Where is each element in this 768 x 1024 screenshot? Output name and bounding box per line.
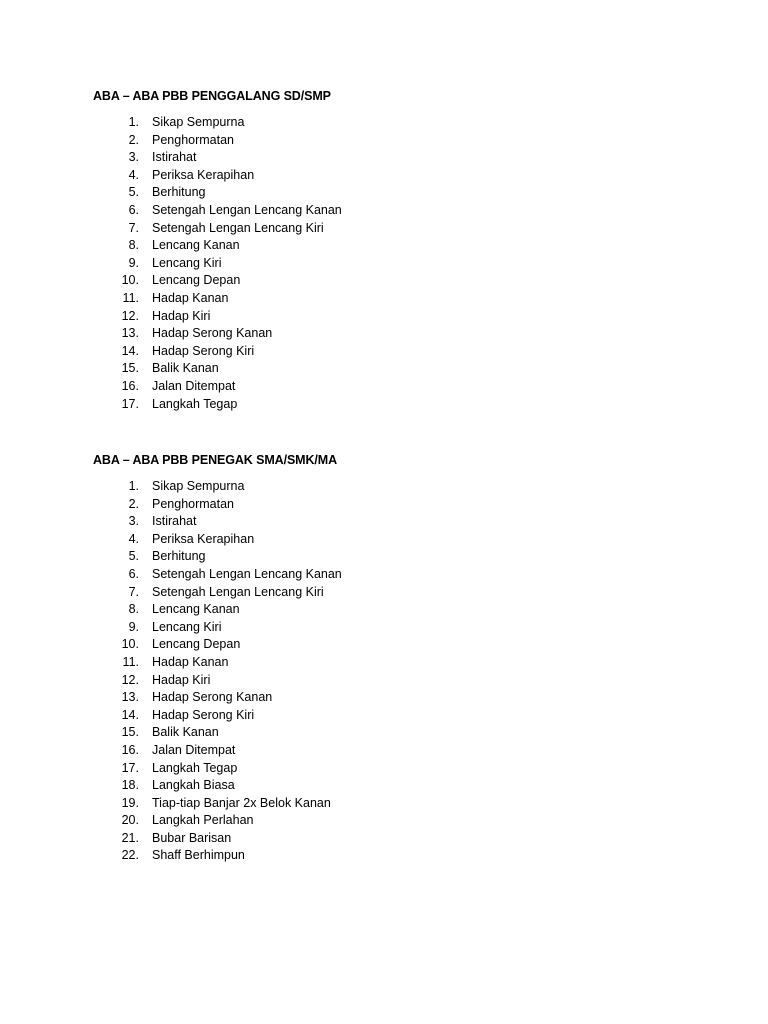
list-item-number: 5.: [128, 185, 139, 200]
list-item: [93, 830, 342, 848]
list-item-number: 3.: [128, 150, 139, 165]
list-item-number: 6.: [128, 202, 139, 217]
list-item: [93, 378, 342, 396]
list-item: [93, 343, 342, 361]
list-item-number: 11.: [122, 290, 139, 305]
list-item: [93, 795, 342, 813]
list-item-label: Setengah Lengan Lencang Kanan: [152, 566, 342, 581]
list-item: [93, 584, 342, 602]
list-item: [93, 742, 342, 760]
list-item-label: Berhitung: [152, 549, 206, 564]
list-item-label: Balik Kanan: [152, 361, 219, 376]
list-item-number: 16.: [121, 742, 139, 757]
list-item: [93, 847, 342, 865]
list-item-label: Penghormatan: [152, 132, 235, 147]
list-item: [93, 760, 342, 778]
section-penggalang: [93, 88, 342, 413]
list-item: [93, 167, 342, 185]
list-item: [93, 114, 342, 132]
list-item-label: Lencang Kiri: [152, 255, 222, 270]
list-item-number: 4.: [128, 167, 139, 182]
list-item-label: Hadap Kiri: [152, 308, 211, 323]
list-item: [93, 237, 342, 255]
list-item-number: 15.: [121, 725, 139, 740]
list-item-number: 12.: [121, 308, 139, 323]
list-item-label: Langkah Tegap: [152, 396, 238, 411]
list-item: [93, 812, 342, 830]
list-item-label: Penghormatan: [152, 496, 235, 511]
list-item-number: 5.: [128, 549, 139, 564]
list-item-label: Shaff Berhimpun: [152, 848, 245, 863]
list-item-label: Bubar Barisan: [152, 830, 232, 845]
list-item-label: Lencang Depan: [152, 637, 241, 652]
list-item-number: 4.: [128, 531, 139, 546]
list-item-label: Balik Kanan: [152, 725, 219, 740]
list-item: [93, 220, 342, 238]
list-item-number: 9.: [128, 255, 139, 270]
numbered-list: [93, 478, 342, 865]
list-item: [93, 566, 342, 584]
list-item-label: Hadap Kiri: [152, 672, 211, 687]
list-item-number: 7.: [128, 220, 139, 235]
list-item-label: Langkah Tegap: [152, 760, 238, 775]
list-item: [93, 396, 342, 414]
list-item-number: 10.: [121, 273, 139, 288]
list-item-number: 1.: [128, 115, 139, 129]
list-item: [93, 184, 342, 202]
section-heading: ABA – ABA PBB PENEGAK SMA/SMK/MA: [93, 453, 338, 467]
list-item: [93, 601, 342, 619]
list-item-number: 2.: [128, 132, 139, 147]
list-item-number: 13.: [121, 690, 139, 705]
list-item: [93, 325, 342, 343]
list-item-label: Lencang Kanan: [152, 238, 240, 253]
list-item-number: 2.: [128, 496, 139, 511]
list-item-number: 21.: [121, 830, 139, 845]
list-item-number: 14.: [121, 707, 139, 722]
list-item-label: Istirahat: [152, 514, 197, 529]
list-item-number: 18.: [121, 778, 139, 793]
list-item-number: 16.: [121, 378, 139, 393]
list-item-number: 1.: [128, 479, 139, 493]
list-item-label: Setengah Lengan Lencang Kiri: [152, 220, 324, 235]
list-item-label: Sikap Sempurna: [152, 115, 245, 129]
list-item: [93, 308, 342, 326]
list-item: [93, 672, 342, 690]
list-item-label: Jalan Ditempat: [152, 742, 236, 757]
list-item: [93, 272, 342, 290]
list-item-number: 8.: [128, 602, 139, 617]
list-item-number: 14.: [121, 343, 139, 358]
list-item-number: 7.: [128, 584, 139, 599]
list-item-label: Langkah Perlahan: [152, 813, 254, 828]
list-item-label: Setengah Lengan Lencang Kanan: [152, 202, 342, 217]
list-item-label: Hadap Kanan: [152, 654, 229, 669]
list-item-number: 3.: [128, 514, 139, 529]
list-item: [93, 290, 342, 308]
list-item-number: 10.: [121, 637, 139, 652]
list-item: [93, 531, 342, 549]
list-item-label: Jalan Ditempat: [152, 378, 236, 393]
list-item-number: 17.: [121, 760, 139, 775]
list-item: [93, 360, 342, 378]
list-item-label: Istirahat: [152, 150, 197, 165]
list-item-number: 8.: [128, 238, 139, 253]
list-item-number: 20.: [121, 813, 139, 828]
list-item-number: 17.: [121, 396, 139, 411]
list-item: [93, 132, 342, 150]
list-item-label: Setengah Lengan Lencang Kiri: [152, 584, 324, 599]
list-item-number: 11.: [122, 654, 139, 669]
list-item-label: Lencang Kanan: [152, 602, 240, 617]
list-item-number: 9.: [128, 619, 139, 634]
list-item-label: Hadap Serong Kiri: [152, 707, 255, 722]
list-item-label: Sikap Sempurna: [152, 479, 245, 493]
list-item: [93, 724, 342, 742]
list-item-label: Berhitung: [152, 185, 206, 200]
list-item: [93, 707, 342, 725]
list-item-label: Hadap Kanan: [152, 290, 229, 305]
list-item: [93, 478, 342, 496]
list-item-number: 12.: [121, 672, 139, 687]
list-item-label: Periksa Kerapihan: [152, 167, 255, 182]
list-item: [93, 149, 342, 167]
list-item-number: 15.: [121, 361, 139, 376]
list-item-number: 13.: [121, 326, 139, 341]
list-item: [93, 496, 342, 514]
section-heading: ABA – ABA PBB PENGGALANG SD/SMP: [93, 89, 331, 103]
list-item: [93, 619, 342, 637]
list-item-label: Periksa Kerapihan: [152, 531, 255, 546]
list-item: [93, 255, 342, 273]
list-item-label: Hadap Serong Kiri: [152, 343, 255, 358]
list-item: [93, 689, 342, 707]
list-item-label: Hadap Serong Kanan: [152, 690, 273, 705]
list-item: [93, 636, 342, 654]
list-item: [93, 777, 342, 795]
list-item-label: Tiap-tiap Banjar 2x Belok Kanan: [152, 795, 331, 810]
list-item: [93, 654, 342, 672]
list-item: [93, 513, 342, 531]
list-item-number: 19.: [121, 795, 139, 810]
list-item-number: 22.: [121, 848, 139, 863]
list-item-label: Lencang Kiri: [152, 619, 222, 634]
list-item: [93, 548, 342, 566]
list-item-label: Langkah Biasa: [152, 778, 235, 793]
list-item: [93, 202, 342, 220]
section-penegak: [93, 452, 342, 865]
list-item-number: 6.: [128, 566, 139, 581]
list-item-label: Lencang Depan: [152, 273, 241, 288]
numbered-list: [93, 114, 342, 413]
list-item-label: Hadap Serong Kanan: [152, 326, 273, 341]
